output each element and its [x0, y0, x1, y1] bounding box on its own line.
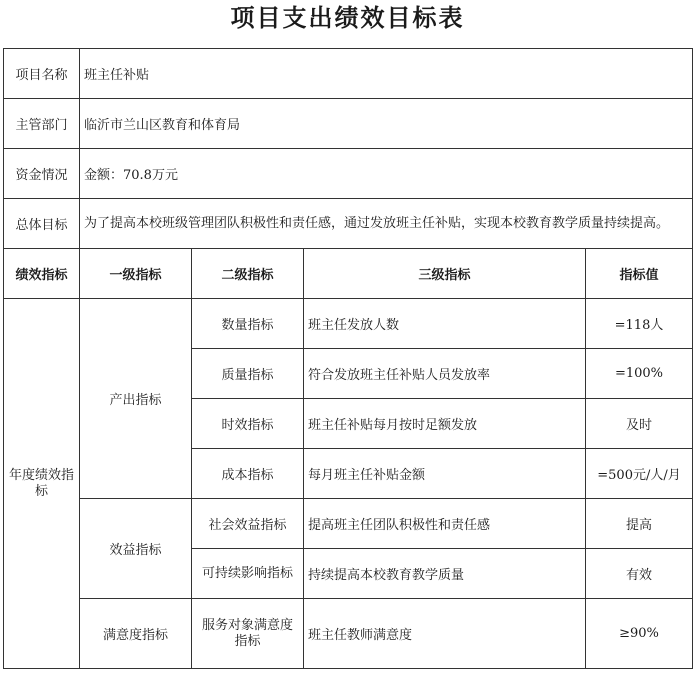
level3-cell: 持续提高本校教育教学质量 [304, 549, 586, 599]
level1-benefit: 效益指标 [80, 499, 192, 599]
info-label: 项目名称 [4, 49, 80, 99]
level2-cell: 可持续影响指标 [192, 549, 304, 599]
level2-cell: 时效指标 [192, 399, 304, 449]
level2-cell: 服务对象满意度指标 [192, 599, 304, 669]
level1-output: 产出指标 [80, 299, 192, 499]
info-row-overall-goal [4, 199, 693, 249]
info-row-project-name [4, 49, 693, 99]
header-level1: 一级指标 [80, 249, 192, 299]
value-cell: =100% [586, 349, 693, 399]
level2-cell: 成本指标 [192, 449, 304, 499]
year-performance-label: 年度绩效指标 [4, 299, 80, 669]
info-label: 总体目标 [4, 199, 80, 249]
table-row [4, 499, 693, 549]
level3-cell: 提高班主任团队积极性和责任感 [304, 499, 586, 549]
level3-cell: 班主任教师满意度 [304, 599, 586, 669]
value-cell: 及时 [586, 399, 693, 449]
level2-cell: 社会效益指标 [192, 499, 304, 549]
table-row [4, 299, 693, 349]
table-row [4, 599, 693, 669]
info-label: 资金情况 [4, 149, 80, 199]
value-cell: ≥90% [586, 599, 693, 669]
info-value: 为了提高本校班级管理团队积极性和责任感，通过发放班主任补贴，实现本校教育教学质量持续提高。 [80, 199, 693, 249]
level3-cell: 班主任补贴每月按时足额发放 [304, 399, 586, 449]
header-value: 指标值 [586, 249, 693, 299]
level2-cell: 质量指标 [192, 349, 304, 399]
header-level3: 三级指标 [304, 249, 586, 299]
info-row-funding [4, 149, 693, 199]
header-performance: 绩效指标 [4, 249, 80, 299]
level3-cell: 每月班主任补贴金额 [304, 449, 586, 499]
table-header-row [4, 249, 693, 299]
info-label: 主管部门 [4, 99, 80, 149]
page-title: 项目支出绩效目标表 [230, 3, 465, 32]
info-value: 临沂市兰山区教育和体育局 [80, 99, 693, 149]
level2-cell: 数量指标 [192, 299, 304, 349]
info-value: 金额：70.8万元 [80, 149, 693, 199]
info-value: 班主任补贴 [80, 49, 693, 99]
info-row-department [4, 99, 693, 149]
header-level2: 二级指标 [192, 249, 304, 299]
value-cell: =500元/人/月 [586, 449, 693, 499]
performance-table [3, 48, 693, 669]
value-cell: 有效 [586, 549, 693, 599]
level3-cell: 符合发放班主任补贴人员发放率 [304, 349, 586, 399]
level1-satisfaction: 满意度指标 [80, 599, 192, 669]
value-cell: =118人 [586, 299, 693, 349]
level3-cell: 班主任发放人数 [304, 299, 586, 349]
value-cell: 提高 [586, 499, 693, 549]
